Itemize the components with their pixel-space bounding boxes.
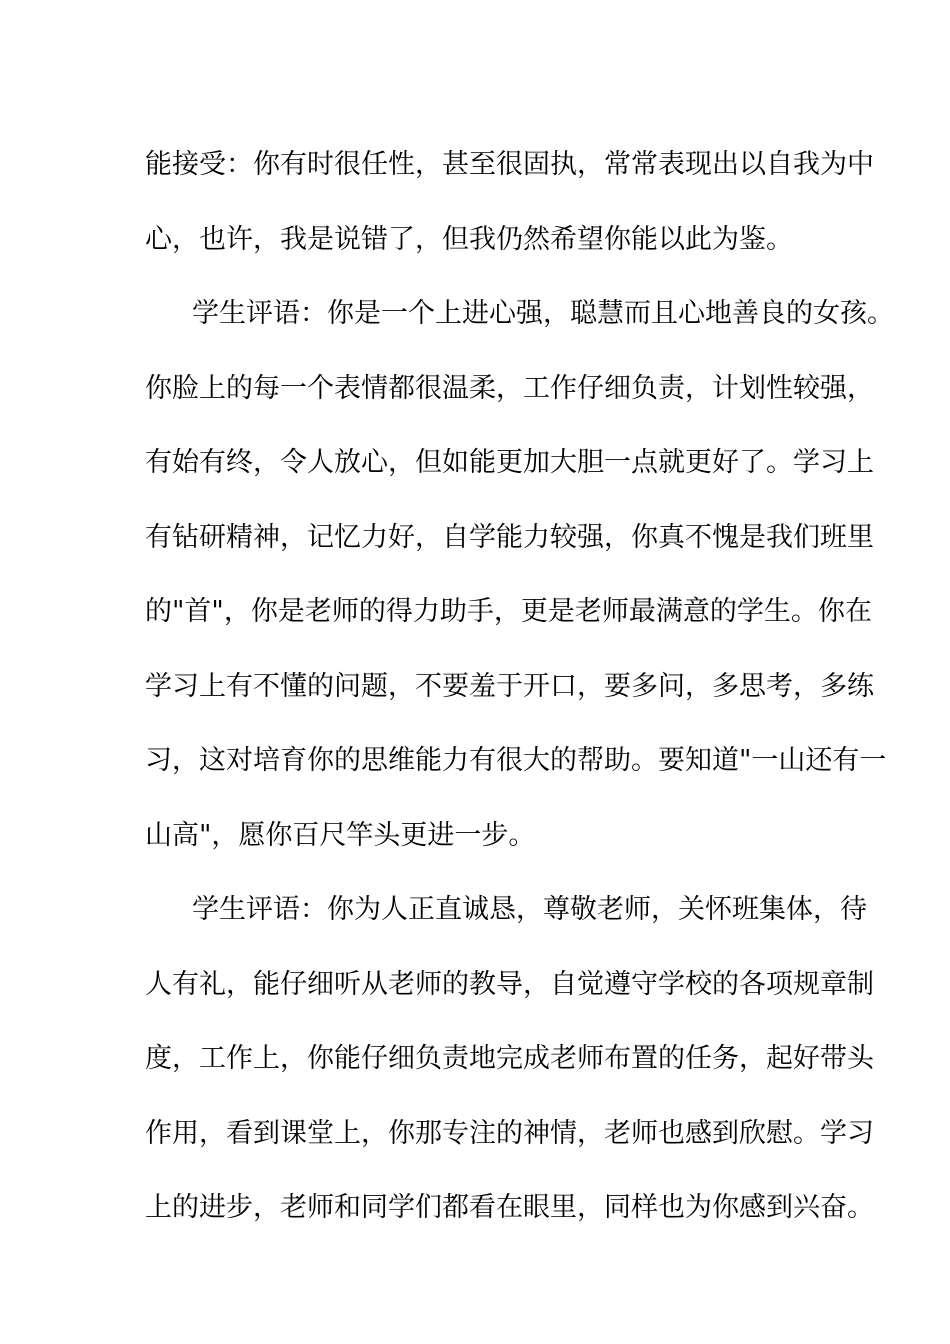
text-line: 有钻研精神，记忆力好，自学能力较强，你真不愧是我们班里 — [145, 521, 874, 553]
text-line: 学习上有不懂的问题，不要羞于开口，要多问，多思考，多练 — [145, 670, 874, 702]
document-body — [145, 128, 894, 1246]
text-line: 学生评语：你为人正直诚恳，尊敬老师，关怀班集体，待 — [192, 894, 867, 925]
paragraph-2 — [145, 277, 894, 873]
text-line: 你脸上的每一个表情都很温柔，工作仔细负责，计划性较强， — [145, 372, 874, 404]
text-line: 上的进步，老师和同学们都看在眼里，同样也为你感到兴奋。 — [145, 1192, 874, 1223]
text-line: 山高"，愿你百尺竿头更进一步。 — [145, 819, 536, 851]
paragraph-1 — [145, 128, 874, 277]
paragraph-3 — [145, 873, 874, 1246]
text-line: 学生评语：你是一个上进心强，聪慧而且心地善良的女孩。 — [192, 298, 894, 329]
text-line: 作用，看到课堂上，你那专注的神情，老师也感到欣慰。学习 — [145, 1117, 874, 1149]
text-line: 习，这对培育你的思维能力有很大的帮助。要知道"一山还有一 — [145, 745, 887, 776]
text-line: 的"首"，你是老师的得力助手，更是老师最满意的学生。你在 — [145, 596, 872, 627]
text-line: 人有礼，能仔细听从老师的教导，自觉遵守学校的各项规章制 — [145, 968, 874, 1000]
text-line: 心，也许，我是说错了，但我仍然希望你能以此为鉴。 — [145, 223, 793, 255]
text-line: 能接受：你有时很任性，甚至很固执，常常表现出以自我为中 — [145, 149, 874, 180]
text-line: 有始有终，令人放心，但如能更加大胆一点就更好了。学习上 — [145, 447, 874, 478]
text-line: 度，工作上，你能仔细负责地完成老师布置的任务，起好带头 — [145, 1043, 874, 1074]
